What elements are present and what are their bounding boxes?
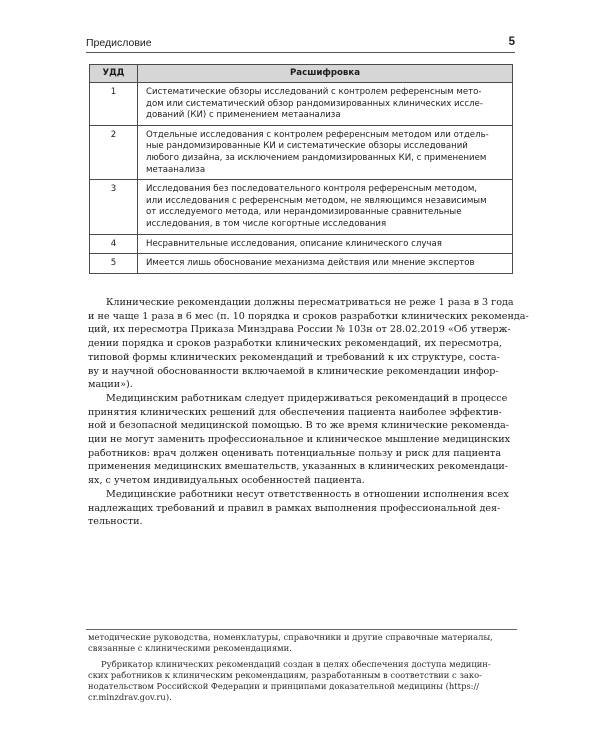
- table-row: [90, 83, 513, 126]
- description-cell: [138, 234, 513, 254]
- column-header-udd: УДД: [90, 65, 138, 83]
- table-row: [90, 125, 513, 179]
- text-line: Клинические рекомендации должны пересматриваться не реже 1 раза в 3 года: [106, 297, 514, 308]
- text-line: тельности.: [88, 516, 143, 528]
- column-header-decoding: Расшифровка: [138, 65, 513, 83]
- table-row: [90, 254, 513, 274]
- text-line: принятия клинических решений для обеспечения пациента наиболее эффектив-: [88, 406, 502, 418]
- footnotes: [88, 632, 518, 708]
- text-line: надлежащих требований и правил в рамках выполнения профессиональной дея-: [88, 502, 501, 514]
- header-rule: [86, 52, 515, 53]
- cell-line: дом или систематический обзор рандомизированных клинических иссле-: [146, 98, 483, 109]
- table-row: [90, 180, 513, 234]
- body-text: [88, 296, 529, 529]
- text-line: ях, с учетом индивидуальных особенностей пациента.: [88, 475, 365, 487]
- description-cell: [138, 180, 513, 234]
- footnote-rule: [86, 629, 517, 630]
- text-line: ву и научной обоснованности включаемой в клинические рекомендации инфор-: [88, 365, 499, 377]
- cell-line: ные рандомизированные КИ и систематические обзоры исследований: [146, 141, 468, 152]
- table-row: [90, 234, 513, 254]
- page-number: 5: [508, 36, 515, 48]
- evidence-level-table: [89, 64, 513, 274]
- cell-line: исследования, в том числе когортные исследования: [146, 218, 387, 229]
- cell-line: или исследования с референсным методом, не являющимся независимым: [146, 195, 487, 206]
- cell-line: Систематические обзоры исследований с контролем референсным мето-: [146, 87, 482, 97]
- text-line: и не чаще 1 раза в 6 мес (п. 10 порядка и сроков разработки клинических рекоменда-: [88, 310, 529, 322]
- description-cell: [138, 125, 513, 179]
- text-line: мации»).: [88, 379, 133, 391]
- description-cell: [138, 83, 513, 126]
- text-line: ций, их пересмотра Приказа Минздрава России № 103н от 28.02.2019 «Об утверж-: [88, 324, 511, 336]
- cell-line: Имеется лишь обоснование механизма действия или мнение экспертов: [146, 258, 475, 269]
- text-line: Медицинским работникам следует придерживаться рекомендаций в процессе: [106, 392, 508, 404]
- paragraph: [88, 488, 518, 529]
- footnote-paragraph: [88, 659, 518, 704]
- footnote-line: связанные с клиническими рекомендациями.: [88, 643, 292, 654]
- level-cell: 3: [90, 180, 138, 234]
- description-cell: [138, 254, 513, 274]
- text-line: дении порядка и сроков разработки клинических рекомендаций, их пересмотра,: [88, 338, 502, 350]
- footnote-line: методические руководства, номенклатуры, справочники и другие справочные материалы,: [88, 632, 493, 642]
- text-line: работников: врач должен оценивать потенциальные пользу и риск для пациента: [88, 447, 502, 459]
- footnote-line: Рубрикатор клинических рекомендаций создан в целях обеспечения доступа медицин-: [101, 658, 491, 669]
- footnote-paragraph: [88, 632, 518, 655]
- footnote-line: ских работников к клиническим рекомендациям, разработанным в соответствии с зако-: [88, 669, 483, 680]
- text-line: Медицинские работники несут ответственность в отношении исполнения всех: [106, 488, 509, 500]
- cell-line: дований (КИ) с применением метаанализа: [146, 110, 341, 121]
- level-cell: 1: [90, 83, 138, 126]
- cell-line: любого дизайна, за исключением рандомизированных КИ, с применением: [146, 152, 487, 163]
- level-cell: 4: [90, 234, 138, 254]
- paragraph: [88, 296, 529, 392]
- text-line: ной и безопасной медицинской помощью. В то же время клинические рекоменда-: [88, 420, 509, 432]
- level-cell: 2: [90, 125, 138, 179]
- paragraph: [88, 392, 518, 488]
- cell-line: метаанализа: [146, 164, 206, 175]
- text-line: типовой формы клинических рекомендаций и требований к их структуре, соста-: [88, 351, 500, 363]
- footnote-line: нодательством Российской Федерации и принципами доказательной медицины (https://: [88, 681, 480, 692]
- cell-line: Несравнительные исследования, описание клинического случая: [146, 238, 442, 249]
- cell-line: Исследования без последовательного контроля референсным методом,: [146, 184, 478, 195]
- cell-line: Отдельные исследования с контролем референсным методом или отдель-: [146, 129, 489, 140]
- level-cell: 5: [90, 254, 138, 274]
- section-title: Предисловие: [86, 37, 152, 49]
- cell-line: от исследуемого метода, или нерандомизированные сравнительные: [146, 207, 462, 218]
- text-line: ции не могут заменить профессиональное и клиническое мышление медицинских: [88, 434, 511, 446]
- table-header-row: [90, 65, 513, 83]
- footnote-line: cr.minzdrav.gov.ru).: [88, 692, 172, 703]
- text-line: применения медицинских вмешательств, указанных в клинических рекомендаци-: [88, 461, 509, 473]
